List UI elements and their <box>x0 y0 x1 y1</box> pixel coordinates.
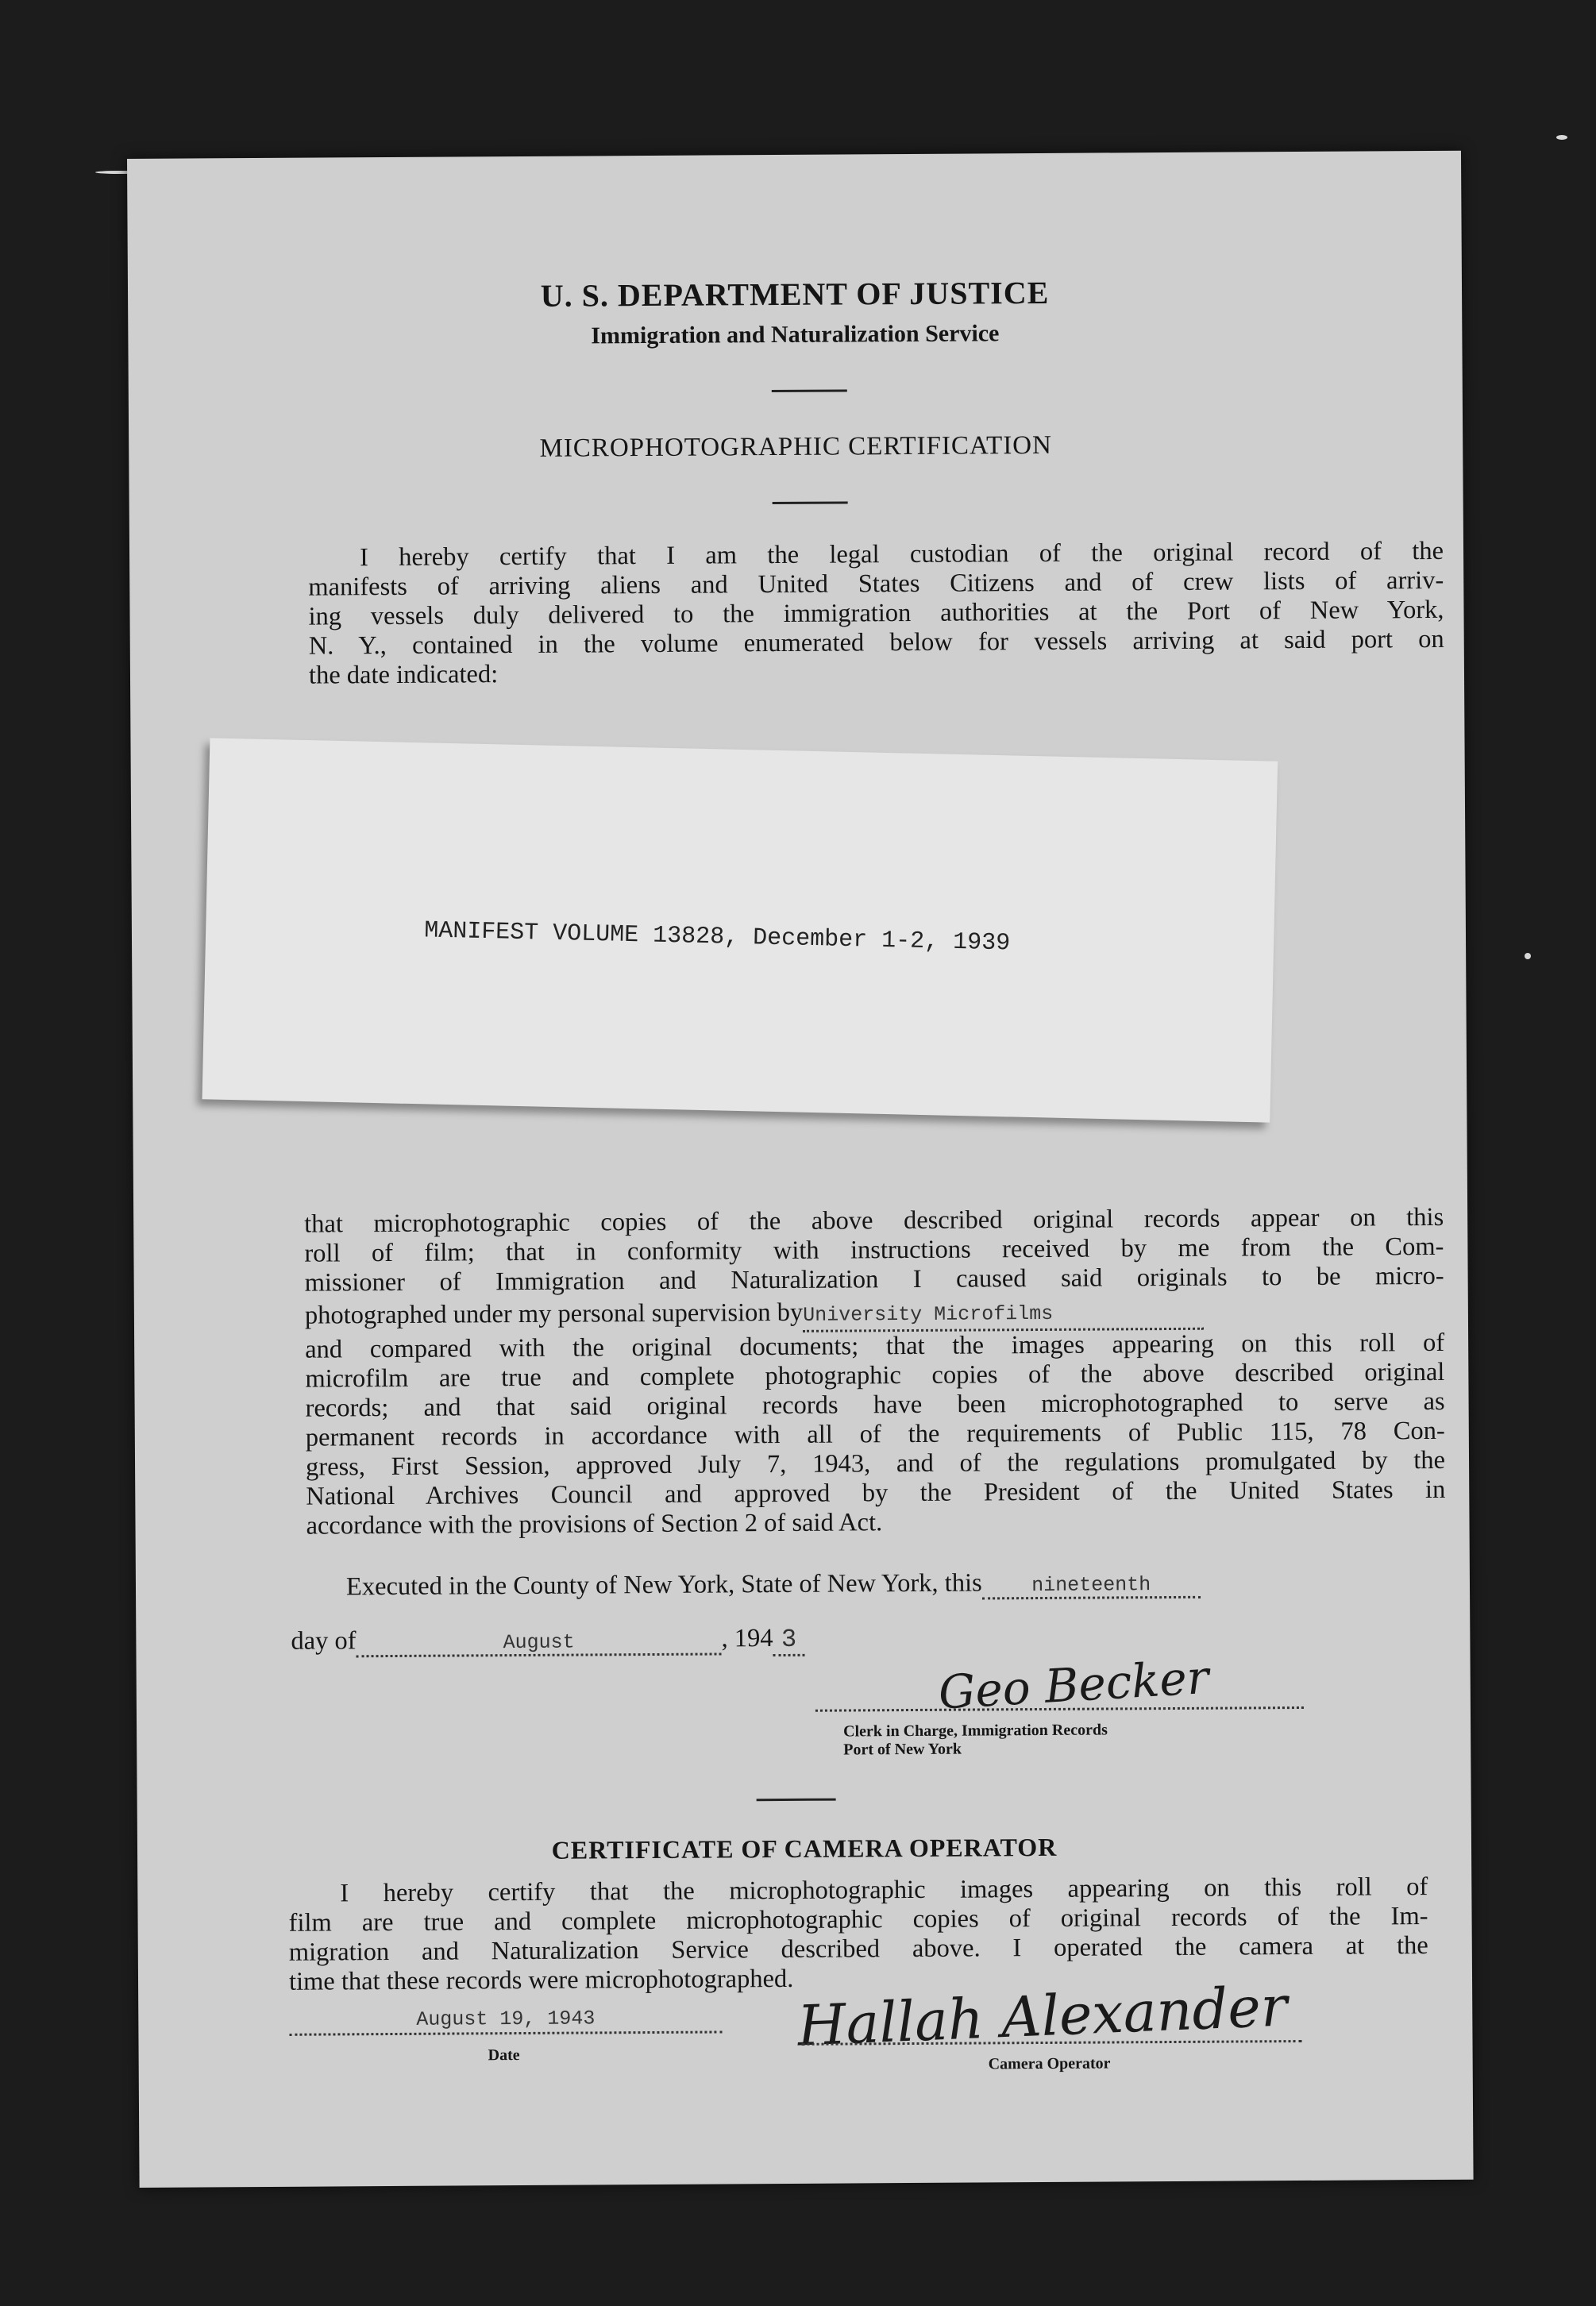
body-line: missioner of Immigration and Naturalization I caused said originals to be micro- <box>304 1261 1444 1298</box>
body-line: accordance with the provisions of Section 2 of said Act. <box>306 1508 883 1541</box>
department-title: U. S. DEPARTMENT OF JUSTICE <box>540 274 1050 314</box>
divider <box>773 501 848 504</box>
execution-day-field <box>982 1573 1201 1600</box>
clerk-caption-line: Clerk in Charge, Immigration Records <box>843 1721 1108 1741</box>
certificate-page <box>127 151 1474 2188</box>
day-of-label: day of <box>291 1626 357 1656</box>
body-line: that microphotographic copies of the above described original records appear on this <box>304 1202 1444 1239</box>
intro-paragraph <box>308 537 1444 691</box>
intro-line: N. Y., contained in the volume enumerated below for vessels arriving at said port on <box>308 624 1444 661</box>
camera-line: I hereby certify that the microphotographic images appearing on this roll of <box>340 1872 1428 1908</box>
clerk-caption <box>843 1721 1108 1759</box>
intro-line: ing vessels duly delivered to the immigration authorities at the Port of New York, <box>308 595 1444 631</box>
certification-title: MICROPHOTOGRAPHIC CERTIFICATION <box>539 430 1053 463</box>
body-paragraph <box>304 1203 1446 1541</box>
clerk-signature: Geo Becker <box>937 1649 1211 1720</box>
film-speck <box>1525 953 1531 959</box>
intro-line: I hereby certify that I am the legal custodian of the original record of the <box>359 536 1444 573</box>
year-prefix: , 194 <box>721 1624 773 1653</box>
intro-line: the date indicated: <box>308 660 499 690</box>
date-field <box>289 2005 722 2035</box>
day-of-line <box>291 1624 804 1660</box>
supervisor-value: University Microfilms <box>803 1301 1054 1327</box>
body-line: gress, First Session, approved July 7, 1943, and of the regulations promulgated by the <box>305 1445 1446 1482</box>
manifest-slip <box>202 738 1278 1122</box>
camera-operator-title: CERTIFICATE OF CAMERA OPERATOR <box>551 1832 1058 1864</box>
divider <box>772 389 847 392</box>
date-label: Date <box>488 2046 520 2065</box>
execution-day-value: nineteenth <box>1031 1573 1151 1598</box>
execution-prefix: Executed in the County of New York, State of New York, this <box>345 1568 982 1602</box>
supervisor-field <box>803 1298 1204 1332</box>
execution-line <box>346 1568 1201 1604</box>
manifest-volume-text: MANIFEST VOLUME 13828, December 1-2, 1939 <box>423 917 1011 958</box>
body-line: records; and that said original records have been microphotographed to serve as <box>305 1386 1445 1423</box>
camera-line: migration and Naturalization Service described above. I operated the camera at the <box>288 1931 1428 1967</box>
body-line: and compared with the original documents; that the images appearing on this roll of <box>305 1328 1445 1364</box>
film-speck <box>1556 135 1567 140</box>
month-value: August <box>503 1630 575 1655</box>
body-line: permanent records in accordance with all of the requirements of Public 115, 78 Con- <box>305 1416 1445 1452</box>
year-digit: 3 <box>781 1624 797 1655</box>
divider <box>757 1799 836 1802</box>
service-subtitle: Immigration and Naturalization Service <box>591 320 1000 349</box>
date-value: August 19, 1943 <box>416 2007 596 2031</box>
clerk-caption-line: Port of New York <box>843 1740 962 1759</box>
camera-operator-label: Camera Operator <box>988 2054 1111 2073</box>
supervision-prefix: photographed under my personal supervision by <box>304 1298 804 1330</box>
body-line: roll of film; that in conformity with instructions received by me from the Com- <box>304 1232 1444 1268</box>
intro-line: manifests of arriving aliens and United States Citizens and of crew lists of arriv- <box>308 565 1444 602</box>
month-field <box>356 1629 721 1657</box>
body-line: microfilm are true and complete photographic copies of the above described original <box>305 1357 1445 1394</box>
year-digit-field <box>773 1625 804 1656</box>
camera-line: time that these records were microphotographed. <box>288 1964 794 1996</box>
body-line: National Archives Council and approved by the President of the United States in <box>306 1475 1446 1511</box>
camera-operator-signature: Hallah Alexander <box>796 1973 1289 2059</box>
camera-line: film are true and complete microphotographic copies of original records of the Im- <box>288 1902 1428 1938</box>
